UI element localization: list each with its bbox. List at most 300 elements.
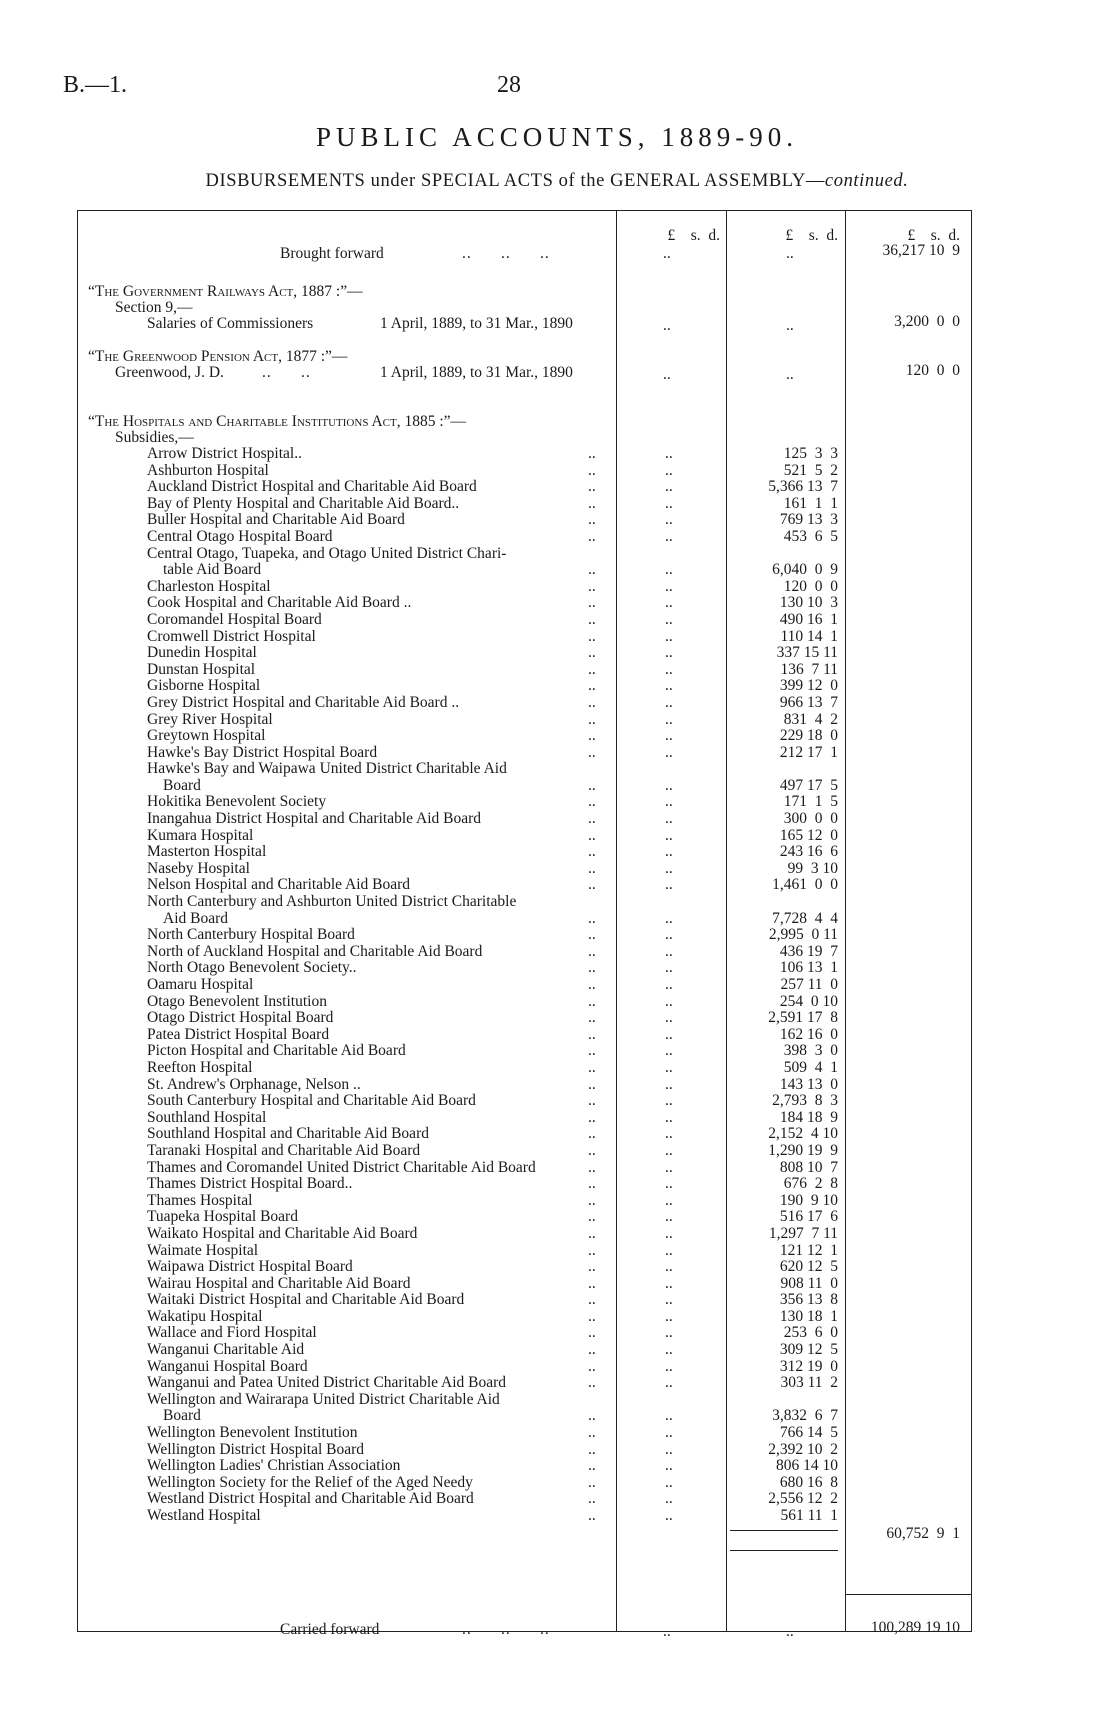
list-item <box>0 1077 1114 1094</box>
brought-forward-label: Brought forward <box>280 245 384 262</box>
leader-dots: .. <box>588 1341 596 1359</box>
subsidy-name: Wellington and Wairarapa United District Charitable Aid <box>147 1390 500 1408</box>
subsidy-name-continued: Board <box>163 1407 201 1425</box>
subsidy-name: Nelson Hospital and Charitable Aid Board <box>147 876 411 894</box>
subsidy-amount: 229 18 0 <box>779 727 838 745</box>
subsidy-name: Inangahua District Hospital and Charitable Aid Board <box>147 810 482 828</box>
subsidy-name: North Otago Benevolent Society.. <box>147 959 357 977</box>
leader-dots: .. <box>588 1324 596 1342</box>
subsidy-name: Wellington Benevolent Institution <box>147 1424 358 1442</box>
list-item <box>0 1226 1114 1243</box>
list-item <box>0 612 1114 629</box>
list-item <box>0 546 1114 563</box>
list-item <box>0 1508 1114 1525</box>
leader-dots: .. <box>588 461 596 479</box>
subsidy-name-continued: Board <box>163 776 201 794</box>
leader-dots: .. <box>588 1407 596 1425</box>
subsidy-amount: 808 10 7 <box>779 1158 838 1176</box>
list-item <box>0 1375 1114 1392</box>
leader-dots: .. <box>588 1490 596 1508</box>
subsidy-name: Cromwell District Hospital <box>147 627 316 645</box>
leader-dots: .. <box>665 992 673 1010</box>
leader-dots: .. <box>588 1307 596 1325</box>
list-item <box>0 1110 1114 1127</box>
leader-dots: .. <box>665 1374 673 1392</box>
list-item <box>0 1408 1114 1425</box>
subsidy-name: Wakatipu Hospital <box>147 1307 263 1325</box>
leader-dots: .. <box>665 810 673 828</box>
leader-dots: .. <box>588 810 596 828</box>
list-item <box>0 512 1114 529</box>
leader-dots: .. <box>665 1175 673 1193</box>
subsidy-amount: 99 3 10 <box>787 859 838 877</box>
leader-dots: .. <box>665 1191 673 1209</box>
leader-dots: .. <box>665 1440 673 1458</box>
leader-dots: .. <box>786 1623 794 1640</box>
subsidy-amount: 1,290 19 9 <box>768 1141 838 1159</box>
leader-dots: .. <box>665 1473 673 1491</box>
subsidy-name: Hawke's Bay and Waipawa United District Charitable Aid <box>147 760 507 778</box>
leader-dots: .. <box>665 461 673 479</box>
leader-dots: .. <box>588 959 596 977</box>
leader-dots: .. <box>665 926 673 944</box>
leader-dots: .. <box>588 1042 596 1060</box>
leader-dots: .. <box>665 1490 673 1508</box>
subsidy-name: Grey District Hospital and Charitable Aid Board .. <box>147 693 460 711</box>
leader-dots: .. <box>665 610 673 628</box>
list-item <box>0 479 1114 496</box>
leader-dots: .. <box>665 1141 673 1159</box>
leader-dots: .. <box>665 976 673 993</box>
leader-dots: .. <box>665 1307 673 1325</box>
railways-act-period: 1 April, 1889, to 31 Mar., 1890 <box>380 315 573 332</box>
leader-dots: .. <box>588 727 596 745</box>
subsidy-name: Cook Hospital and Charitable Aid Board .. <box>147 594 412 612</box>
leader-dots: .. <box>588 445 596 462</box>
subsidy-name: Grey River Hospital <box>147 710 273 728</box>
list-item <box>0 794 1114 811</box>
subsidy-amount: 243 16 6 <box>779 843 838 861</box>
document-reference: B.—1. <box>63 72 128 98</box>
list-item <box>0 1392 1114 1409</box>
leader-dots: .. <box>665 843 673 861</box>
leader-dots: .. <box>588 1075 596 1093</box>
leader-dots: .. <box>665 494 673 512</box>
leader-dots: .. <box>665 1241 673 1259</box>
leader-dots: .. <box>665 710 673 728</box>
leader-dots: .. <box>665 942 673 960</box>
railways-act-title: “The Government Railways Act, 1887 :”— <box>88 283 363 300</box>
subsidy-amount: 620 12 5 <box>779 1258 838 1276</box>
list-item <box>0 629 1114 646</box>
list-item <box>0 1292 1114 1309</box>
subsidy-amount: 769 13 3 <box>779 511 838 529</box>
page-number: 28 <box>497 72 521 98</box>
subsidy-amount: 509 4 1 <box>783 1058 838 1076</box>
column-header-2: £ s. d. <box>785 227 838 244</box>
subsidy-name: South Canterbury Hospital and Charitable Aid Board <box>147 1092 476 1110</box>
leader-dots: .. <box>588 776 596 794</box>
list-item <box>0 529 1114 546</box>
subsidy-amount: 1,461 0 0 <box>772 876 838 894</box>
list-item <box>0 1425 1114 1442</box>
leader-dots: .. <box>665 1009 673 1027</box>
list-item <box>0 944 1114 961</box>
list-item <box>0 1442 1114 1459</box>
leader-dots: .. <box>588 527 596 545</box>
leader-dots: .. <box>588 710 596 728</box>
subsidy-amount: 2,995 0 11 <box>768 926 838 944</box>
subsidy-amount: 120 0 0 <box>783 577 838 595</box>
leader-dots: .. <box>588 976 596 993</box>
subsidy-amount: 3,832 6 7 <box>772 1407 838 1425</box>
list-item <box>0 662 1114 679</box>
subsidy-amount: 908 11 0 <box>780 1274 838 1292</box>
leader-dots: .. <box>665 743 673 761</box>
leader-dots: .. <box>665 1424 673 1442</box>
leader-dots: .. <box>665 677 673 695</box>
list-item <box>0 1276 1114 1293</box>
subsidy-amount: 561 11 1 <box>780 1507 838 1524</box>
leader-dots: .. <box>588 1473 596 1491</box>
leader-dots: .. <box>588 859 596 877</box>
leader-dots: .. <box>665 594 673 612</box>
page-title: PUBLIC ACCOUNTS, 1889-90. <box>315 122 799 152</box>
pension-act-period: 1 April, 1889, to 31 Mar., 1890 <box>380 364 573 381</box>
leader-dots: .. <box>588 1291 596 1309</box>
subsidy-name: Wairau Hospital and Charitable Aid Board <box>147 1274 411 1292</box>
subsidy-name: Naseby Hospital <box>147 859 250 877</box>
list-item <box>0 811 1114 828</box>
leader-dots: .. <box>665 1357 673 1375</box>
leader-dots: .. <box>588 577 596 595</box>
list-item <box>0 728 1114 745</box>
subsidy-amount: 212 17 1 <box>779 743 838 761</box>
subsidy-name: North Canterbury Hospital Board <box>147 926 355 944</box>
subsidy-name: Waitaki District Hospital and Charitable Aid Board <box>147 1291 465 1309</box>
subsidy-name: Dunstan Hospital <box>147 660 256 678</box>
list-item <box>0 463 1114 480</box>
leader-dots: .. <box>588 1125 596 1143</box>
leader-dots: .. <box>665 445 673 462</box>
subsidy-name: Wanganui and Patea United District Charitable Aid Board <box>147 1374 507 1392</box>
list-item <box>0 579 1114 596</box>
leader-dots: .. <box>588 594 596 612</box>
leader-dots: .. <box>588 843 596 861</box>
subsidy-amount: 676 2 8 <box>783 1175 838 1193</box>
subsidy-amount: 254 0 10 <box>779 992 838 1010</box>
carried-forward-label: Carried forward <box>280 1621 380 1638</box>
subsidy-name: Southland Hospital <box>147 1108 267 1126</box>
subsidy-name: Wanganui Charitable Aid <box>147 1341 305 1359</box>
list-item <box>0 678 1114 695</box>
list-item <box>0 1193 1114 1210</box>
list-item <box>0 960 1114 977</box>
list-item <box>0 1359 1114 1376</box>
list-item <box>0 562 1114 579</box>
leader-dots: .. <box>588 1258 596 1276</box>
leader-dots: .. <box>665 1407 673 1425</box>
subsidy-name: Wellington Society for the Relief of the Aged Needy <box>147 1473 473 1491</box>
subsidy-name: Wellington District Hospital Board <box>147 1440 365 1458</box>
leader-dots: .. <box>588 627 596 645</box>
leader-dots: .. <box>786 366 794 383</box>
subsidy-name: Kumara Hospital <box>147 826 254 844</box>
leader-dots: .. <box>588 1274 596 1292</box>
subsidy-name: Central Otago Hospital Board <box>147 527 333 545</box>
subtotal-rule <box>730 1530 838 1531</box>
subsidy-amount: 300 0 0 <box>783 810 838 828</box>
subsidy-amount: 399 12 0 <box>779 677 838 695</box>
subsidy-name: Taranaki Hospital and Charitable Aid Board <box>147 1141 421 1159</box>
list-item <box>0 1027 1114 1044</box>
leader-dots: .. <box>588 826 596 844</box>
subsidy-amount: 337 15 11 <box>776 644 838 662</box>
subsidy-amount: 165 12 0 <box>779 826 838 844</box>
leader-dots: .. <box>588 511 596 529</box>
subsidy-amount: 2,793 8 3 <box>772 1092 838 1110</box>
subsidy-amount: 136 7 11 <box>780 660 838 678</box>
leader-dots: .. .. <box>262 364 311 381</box>
leader-dots: .. <box>665 1457 673 1475</box>
leader-dots: .. <box>665 1274 673 1292</box>
leader-dots: .. <box>588 992 596 1010</box>
leader-dots: .. <box>588 1224 596 1242</box>
leader-dots: .. <box>665 478 673 496</box>
subsidy-name: Buller Hospital and Charitable Aid Board <box>147 511 405 529</box>
subsidy-name: Reefton Hospital <box>147 1058 253 1076</box>
railways-act-item: Salaries of Commissioners <box>147 315 314 332</box>
subsidy-amount: 303 11 2 <box>780 1374 838 1392</box>
subsidy-name: Ashburton Hospital <box>147 461 269 479</box>
subsidy-name: North Canterbury and Ashburton United District Charitable <box>147 893 517 911</box>
list-item <box>0 745 1114 762</box>
subsidy-name: Oamaru Hospital <box>147 976 254 993</box>
leader-dots: .. <box>588 693 596 711</box>
leader-dots: .. <box>588 1058 596 1076</box>
leader-dots: .. <box>665 776 673 794</box>
subsidy-name: Otago Benevolent Institution <box>147 992 327 1010</box>
subsidy-amount: 356 13 8 <box>779 1291 838 1309</box>
list-item <box>0 1243 1114 1260</box>
subsidy-amount: 398 3 0 <box>783 1042 838 1060</box>
leader-dots: .. <box>665 1507 673 1524</box>
leader-dots: .. <box>588 1440 596 1458</box>
list-item <box>0 1126 1114 1143</box>
subsidy-amount: 516 17 6 <box>779 1208 838 1226</box>
subsidy-amount: 806 14 10 <box>776 1457 838 1475</box>
subsidy-amount: 2,392 10 2 <box>768 1440 838 1458</box>
leader-dots: .. <box>665 1224 673 1242</box>
leader-dots: .. <box>588 478 596 496</box>
subsidy-amount: 110 14 1 <box>780 627 838 645</box>
leader-dots: .. <box>665 1025 673 1043</box>
subsidy-amount: 490 16 1 <box>779 610 838 628</box>
carried-forward-amount: 100,289 19 10 <box>870 1619 960 1636</box>
leader-dots: .. <box>665 876 673 894</box>
leader-dots: .. <box>665 693 673 711</box>
leader-dots: .. <box>665 909 673 927</box>
hospitals-act-title: “The Hospitals and Charitable Institutions Act, 1885 :”— <box>88 413 467 430</box>
subsidy-name: Arrow District Hospital.. <box>147 445 302 462</box>
leader-dots: .. <box>663 366 671 383</box>
leader-dots: .. <box>665 1042 673 1060</box>
subsidies-total: 60,752 9 1 <box>886 1525 960 1542</box>
leader-dots: .. <box>588 793 596 811</box>
subsidy-name: Wallace and Fiord Hospital <box>147 1324 317 1342</box>
subsidy-name: Hawke's Bay District Hospital Board <box>147 743 378 761</box>
leader-dots: .. <box>665 727 673 745</box>
subsidy-name: Gisborne Hospital <box>147 677 261 695</box>
leader-dots: .. <box>588 1208 596 1226</box>
list-item <box>0 1475 1114 1492</box>
leader-dots: .. <box>588 660 596 678</box>
list-item <box>0 1458 1114 1475</box>
list-item <box>0 1093 1114 1110</box>
subsidy-amount: 162 16 0 <box>779 1025 838 1043</box>
leader-dots: .. <box>588 942 596 960</box>
subsidy-amount: 184 18 9 <box>779 1108 838 1126</box>
leader-dots: .. <box>588 1158 596 1176</box>
pension-act-amount: 120 0 0 <box>905 362 960 379</box>
leader-dots: .. <box>665 511 673 529</box>
subsidy-amount: 161 1 1 <box>783 494 838 512</box>
leader-dots: .. <box>588 1191 596 1209</box>
subsidy-amount: 171 1 5 <box>783 793 838 811</box>
leader-dots: .. <box>665 793 673 811</box>
leader-dots: .. <box>588 743 596 761</box>
leader-dots: .. <box>665 1341 673 1359</box>
list-item <box>0 911 1114 928</box>
list-item <box>0 712 1114 729</box>
list-item <box>0 1060 1114 1077</box>
subsidy-amount: 143 13 0 <box>779 1075 838 1093</box>
list-item <box>0 1491 1114 1508</box>
list-item <box>0 877 1114 894</box>
leader-dots: .. <box>588 1141 596 1159</box>
list-item <box>0 894 1114 911</box>
subsidy-amount: 5,366 13 7 <box>768 478 838 496</box>
subsidy-name: Westland District Hospital and Charitable Aid Board <box>147 1490 474 1508</box>
subsidy-amount: 7,728 4 4 <box>772 909 838 927</box>
subsidy-amount: 309 12 5 <box>779 1341 838 1359</box>
list-item <box>0 1209 1114 1226</box>
leader-dots: .. <box>588 1424 596 1442</box>
leader-dots: .. <box>786 317 794 334</box>
subsidy-name: Southland Hospital and Charitable Aid Board <box>147 1125 429 1143</box>
subsidy-name: North of Auckland Hospital and Charitable Aid Board <box>147 942 483 960</box>
subsidy-name: Otago District Hospital Board <box>147 1009 334 1027</box>
subsidy-amount: 121 12 1 <box>779 1241 838 1259</box>
subsidy-amount: 130 18 1 <box>779 1307 838 1325</box>
list-item <box>0 1160 1114 1177</box>
leader-dots: .. <box>665 1208 673 1226</box>
list-item <box>0 1342 1114 1359</box>
list-item <box>0 1309 1114 1326</box>
leader-dots: .. <box>588 1009 596 1027</box>
total-rule <box>845 1594 971 1595</box>
leader-dots: .. <box>665 527 673 545</box>
list-item <box>0 828 1114 845</box>
list-item <box>0 844 1114 861</box>
leader-dots: .. <box>588 1507 596 1524</box>
subsidy-name: Waikato Hospital and Charitable Aid Board <box>147 1224 418 1242</box>
leader-dots: .. <box>665 1324 673 1342</box>
list-item <box>0 1010 1114 1027</box>
subsidy-name: Wellington Ladies' Christian Association <box>147 1457 401 1475</box>
leader-dots: .. <box>665 1158 673 1176</box>
subsidy-amount: 312 19 0 <box>779 1357 838 1375</box>
leader-dots: .. <box>588 644 596 662</box>
subsidy-name: Masterton Hospital <box>147 843 267 861</box>
subsidy-name: St. Andrew's Orphanage, Nelson .. <box>147 1075 361 1093</box>
leader-dots: .. <box>588 1374 596 1392</box>
leader-dots: .. <box>665 644 673 662</box>
subtitle-main: DISBURSEMENTS under SPECIAL ACTS of the GENERAL ASSEMBLY— <box>205 171 825 191</box>
list-item <box>0 645 1114 662</box>
subsidy-amount: 1,297 7 11 <box>768 1224 838 1242</box>
leader-dots: .. <box>665 959 673 977</box>
leader-dots: .. <box>665 1058 673 1076</box>
leader-dots: .. <box>665 1108 673 1126</box>
leader-dots: .. <box>588 677 596 695</box>
list-item <box>0 994 1114 1011</box>
subsidy-amount: 253 6 0 <box>783 1324 838 1342</box>
subsidy-name-continued: Aid Board <box>163 909 229 927</box>
leader-dots: .. <box>665 627 673 645</box>
list-item <box>0 595 1114 612</box>
leader-dots: .. <box>665 1125 673 1143</box>
column-header-1: £ s. d. <box>667 227 720 244</box>
leader-dots: .. <box>665 561 673 579</box>
list-item <box>0 496 1114 513</box>
leader-dots: .. <box>663 1623 671 1640</box>
leader-dots: .. <box>588 876 596 894</box>
subsidy-name: Dunedin Hospital <box>147 644 257 662</box>
subsidy-name: Picton Hospital and Charitable Aid Board <box>147 1042 406 1060</box>
subsidy-amount: 766 14 5 <box>779 1424 838 1442</box>
subsidy-name: Central Otago, Tuapeka, and Otago United District Chari- <box>147 544 507 562</box>
subsidy-amount: 521 5 2 <box>783 461 838 479</box>
railways-act-section: Section 9,— <box>115 299 193 316</box>
leader-dots: .. <box>786 245 794 262</box>
leader-dots: .. .. .. <box>462 245 550 262</box>
subsidy-amount: 2,591 17 8 <box>768 1009 838 1027</box>
column-header-3: £ s. d. <box>907 227 960 244</box>
subsidy-name: Thames District Hospital Board.. <box>147 1175 353 1193</box>
subsidy-amount: 966 13 7 <box>779 693 838 711</box>
leader-dots: .. <box>663 245 671 262</box>
leader-dots: .. <box>588 1357 596 1375</box>
subsidy-amount: 453 6 5 <box>783 527 838 545</box>
leader-dots: .. <box>665 1092 673 1110</box>
leader-dots: .. <box>665 577 673 595</box>
subsidy-name: Greytown Hospital <box>147 727 266 745</box>
subsidy-name: Tuapeka Hospital Board <box>147 1208 298 1226</box>
subsidy-name: Wanganui Hospital Board <box>147 1357 308 1375</box>
subsidy-amount: 130 10 3 <box>779 594 838 612</box>
subsidy-amount: 680 16 8 <box>779 1473 838 1491</box>
pension-act-title: “The Greenwood Pension Act, 1877 :”— <box>88 348 348 365</box>
leader-dots: .. <box>588 1092 596 1110</box>
list-item <box>0 761 1114 778</box>
subsidy-name: Bay of Plenty Hospital and Charitable Aid Board.. <box>147 494 460 512</box>
list-item <box>0 1143 1114 1160</box>
subsidy-amount: 497 17 5 <box>779 776 838 794</box>
leader-dots: .. <box>588 1241 596 1259</box>
subsidy-amount: 6,040 0 9 <box>772 561 838 579</box>
subsidy-name: Charleston Hospital <box>147 577 271 595</box>
